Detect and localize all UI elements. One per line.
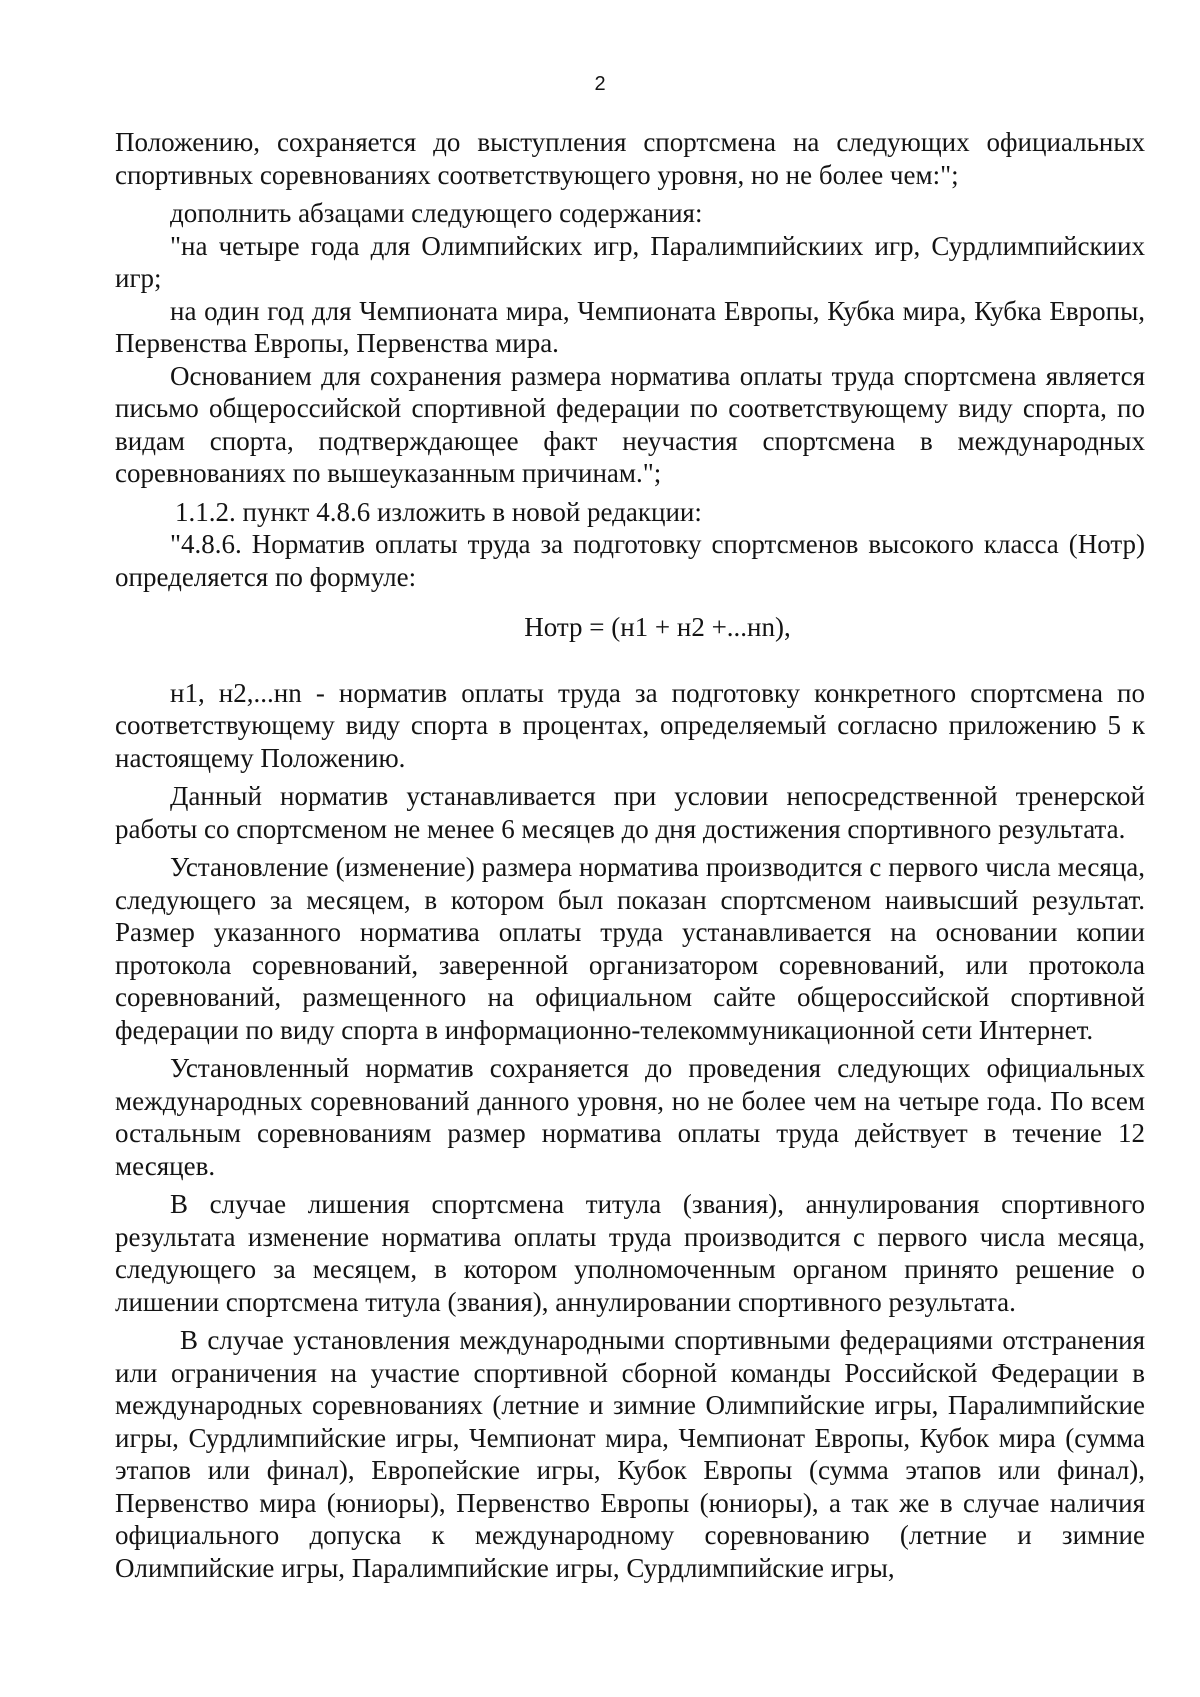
paragraph-item-1-1-2: 1.1.2. пункт 4.8.6 изложить в новой редакции: (175, 496, 702, 527)
paragraph-basis: Основанием для сохранения размера норматива оплаты труда спортсмена является письмо общероссийской спортивной федерации по соответствующему виду спорта, по видам спорта, подтверждающее факт неучастия спортсмена в международных соревнованиях по вышеуказанным причинам."; (115, 360, 1145, 488)
formula: Нотр = (н1 + н2 +...нn), (524, 612, 791, 642)
paragraph-amend-instruction: дополнить абзацами следующего содержания: (170, 198, 703, 228)
paragraph-establishment: Установление (изменение) размера норматива производится с первого числа месяца, следующего за месяцем, в котором был показан спортсменом наивысший результат. Размер указанного норматива оплаты труда устанавливается на основании копии протокола соревнований, заверенной организатором соревнований, или протокола соревнований, размещенного на официальном сайте общероссийской спортивной федерации по виду спорта в информационно-телекоммуникационной сети Интернет. (115, 852, 1145, 1045)
paragraph-four-years: "на четыре года для Олимпийских игр, Паралимпийскиих игр, Сурдлимпийскиих игр; (115, 230, 1145, 293)
paragraph-suspension: В случае установления международными спортивными федерациями отстранения или ограничения на участие спортивной сборной команды Российской Федерации в международных соревнованиях (летние и зимние Олимпийские игры, Паралимпийские игры, Сурдлимпийские игры, Чемпионат мира, Чемпионат Европы, Кубок мира (сумма этапов или финал), Европейские игры, Кубок Европы (сумма этапов или финал), Первенство мира (юниоры), Первенство Европы (юниоры), а так же в случае наличия официального допуска к международному соревнованию (летние и зимние Олимпийские игры, Паралимпийские игры, Сурдлимпийские игры, (115, 1325, 1145, 1583)
paragraph-retention: Установленный норматив сохраняется до проведения следующих официальных международных соревнований данного уровня, но не более чем на четыре года. По всем остальным соревнованиям размер норматива оплаты труда действует в течение 12 месяцев. (115, 1053, 1145, 1181)
paragraph-continuation: Положению, сохраняется до выступления спортсмена на следующих официальных спортивных соревнованиях соответствующего уровня, но не более чем:"; (115, 127, 1145, 190)
paragraph-one-year: на один год для Чемпионата мира, Чемпионата Европы, Кубка мира, Кубка Европы, Первенства Европы, Первенства мира. (115, 295, 1145, 358)
paragraph-4-8-6: "4.8.6. Норматив оплаты труда за подготовку спортсменов высокого класса (Нотр) определяется по формуле: (115, 529, 1145, 592)
paragraph-title-revocation: В случае лишения спортсмена титула (звания), аннулирования спортивного результата изменение норматива оплаты труда производится с первого числа месяца, следующего за месяцем, в котором уполномоченным органом принято решение о лишении спортсмена титула (звания), аннулировании спортивного результата. (115, 1189, 1145, 1317)
paragraph-condition: Данный норматив устанавливается при условии непосредственной тренерской работы со спортсменом не менее 6 месяцев до дня достижения спортивного результата. (115, 781, 1145, 844)
document-body (115, 126, 1145, 1584)
page-number: 2 (594, 73, 606, 95)
paragraph-formula-definition: н1, н2,...нn - норматив оплаты труда за подготовку конкретного спортсмена по соответствующему виду спорта в процентах, определяемый согласно приложению 5 к настоящему Положению. (115, 677, 1145, 773)
